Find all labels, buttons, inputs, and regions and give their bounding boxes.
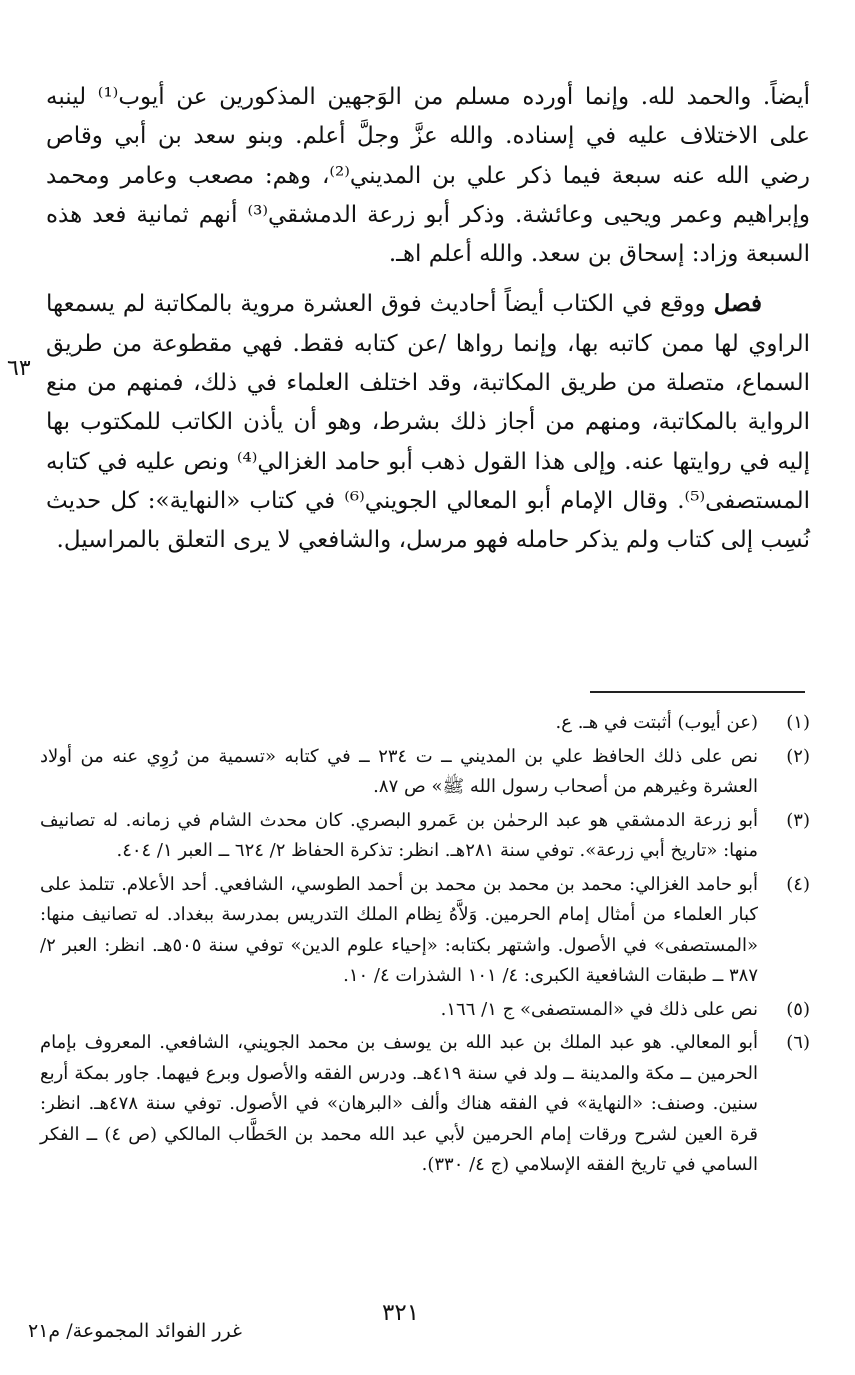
footnote-number: (٦) [786,1032,810,1053]
footnote [40,995,810,1026]
footnote-text: أبو زرعة الدمشقي هو عبد الرحمٰن بن عَمرو البصري. كان محدث الشام في زمانه. له تصانيف منها: «تاريخ أبي زرعة». توفي سنة ٢٨١هـ. انظر: تذكرة الحفاظ ٢/ ٦٢٤ ــ العبر ١/ ٤٠٤. [40,809,758,861]
footnote [40,806,810,867]
footnote [40,870,810,992]
footnote-number: (٥) [786,998,810,1020]
main-text [46,78,810,561]
footnote-number: (١) [786,712,810,733]
footnote-number: (٢) [786,745,810,767]
footnote-text: (عن أيوب) أثبتت في هـ. ع. [555,712,758,733]
footnotes [40,708,810,1184]
footnote-number: (٤) [786,873,810,895]
footnote [40,708,810,739]
footnote [40,742,810,803]
footnote-divider [590,691,805,693]
footnote-text: أبو المعالي. هو عبد الملك بن عبد الله بن يوسف بن محمد الجويني، الشافعي. المعروف بإمام الحرمين ــ مكة والمدينة ــ ولد في سنة ٤١٩هـ. ودرس الفقه والأصول وبرع فيهما. جاور بمكة أربع سنين. وصنف: «النهاية» في الفقه هناك وألف «البرهان» في الأصول. توفي سنة ٤٧٨هـ. انظر: قرة العين لشرح ورقات إمام الحرمين لأبي عبد الله محمد بن الحَطَّاب المالكي (ص ٤) ــ الفكر السامي في تاريخ الفقه الإسلامي (ج ٤/ ٣٣٠). [40,1032,759,1175]
footnote-text: نص على ذلك في «المستصفى» ج ١/ ١٦٦. [440,998,758,1020]
section-text: ووقع في الكتاب أيضاً أحاديث فوق العشرة مروية بالمكاتبة لم يسمعها الراوي لها ممن كاتبه بها، وإنما رواها /عن كتابه فقط. فهي مقطوعة من طريق السماع، متصلة من طريق المكاتبة، وقد اختلف العلماء في ذلك، فمنهم من منع الرواية بالمكاتبة، ومنهم من أجاز ذلك بشرط، وهو أن يأذن الكاتب للمكتوب بها إليه في روايتها عنه. وإلى هذا القول ذهب أبو حامد الغزالي⁽⁴⁾ ونص عليه في كتابه المستصفى⁽⁵⁾. وقال الإمام أبو المعالي الجويني⁽⁶⁾ في كتاب «النهاية»: كل حديث نُسِب إلى كتاب ولم يذكر حامله فهو مرسل، والشافعي لا يرى التعلق بالمراسيل. [46,291,811,554]
paragraph: أيضاً. والحمد لله. وإنما أورده مسلم من الوَجهين المذكورين عن أيوب⁽¹⁾ لينبه على الاختلاف عليه في إسناده. والله عزَّ وجلَّ أعلم. وبنو سعد بن أبي وقاص رضي الله عنه سبعة فيما ذكر علي بن المديني⁽²⁾، وهم: مصعب وعامر ومحمد وإبراهيم وعمر ويحيى وعائشة. وذكر أبو زرعة الدمشقي⁽³⁾ أنهم ثمانية فعد هذه السبعة وزاد: إسحاق بن سعد. والله أعلم اهـ. [46,84,811,268]
footnote [40,1028,810,1181]
footnote-number: (٣) [786,809,810,831]
footnote-text: نص على ذلك الحافظ علي بن المديني ــ ت ٢٣٤ ــ في كتابه «تسمية من رُوِي عنه من أولاد العشرة وغيرهم من أصحاب رسول الله ﷺ» ص ٨٧. [40,745,758,797]
margin-page-marker: ٦٣ [7,356,31,381]
book-signature: غرر الفوائد المجموعة/ م٢١ [28,1320,242,1342]
section-heading: فصل [713,290,762,318]
section-paragraph [46,284,810,560]
footnote-text: أبو حامد الغزالي: محمد بن محمد بن محمد بن أحمد الطوسي، الشافعي. أحد الأعلام. تتلمذ على كبار العلماء من أمثال إمام الحرمين. وَلاَّهُ نِظام الملك التدريس بمدرسة ببغداد. له تصانيف منها: «المستصفى» في الأصول. واشتهر بكتابه: «إحياء علوم الدين» توفي سنة ٥٠٥هـ. انظر: العبر ٢/ ٣٨٧ ــ طبقات الشافعية الكبرى: ٤/ ١٠١ الشذرات ٤/ ١٠. [40,873,758,986]
page-number: ٣٢١ [382,1300,420,1326]
